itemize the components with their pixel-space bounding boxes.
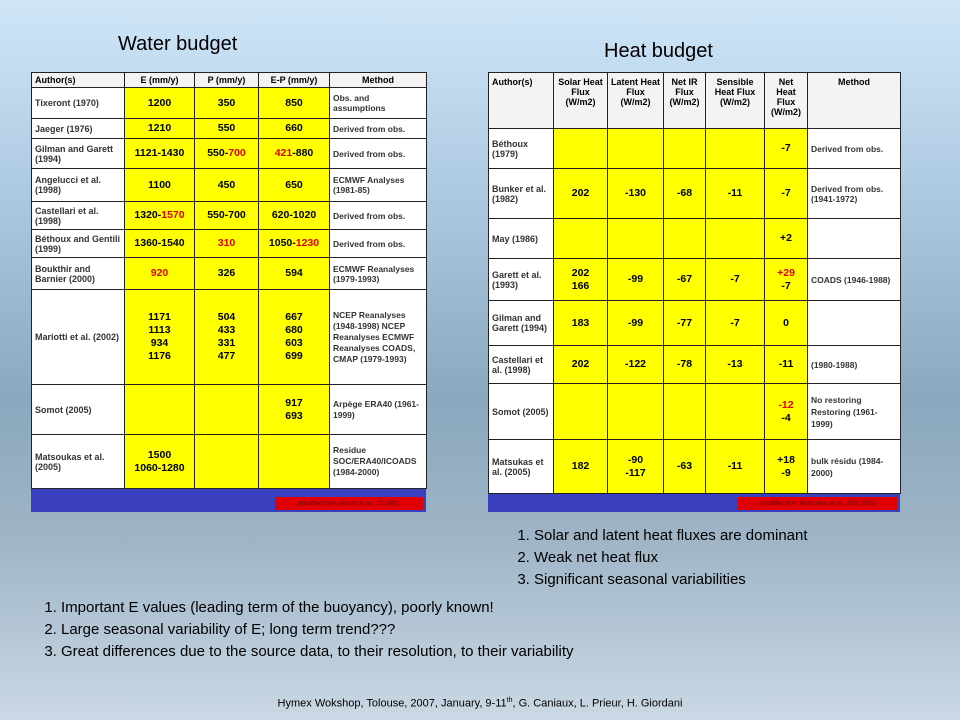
water-ep-value: 680	[285, 324, 303, 336]
heat-sensible: -7	[706, 301, 765, 346]
heat-author: Castellari et al. (1998)	[489, 346, 554, 384]
heat-latent: -122	[608, 346, 664, 384]
heat-latent	[608, 129, 664, 169]
water-method: Derived from obs.	[330, 202, 427, 230]
heat-net	[765, 440, 808, 494]
heat-latent-value: -117	[625, 466, 646, 479]
water-p-range-end: 700	[228, 147, 246, 159]
water-e-value: 1171	[148, 311, 171, 323]
list-item: 3. Great differences due to the source data, to their resolution, to their variability	[61, 641, 574, 663]
heat-solar: 182	[554, 440, 608, 494]
heat-solar	[554, 129, 608, 169]
footer-text-end: , G. Caniaux, L. Prieur, H. Giordani	[512, 697, 683, 710]
heat-author: Béthoux (1979)	[489, 129, 554, 169]
heat-net: 0	[765, 301, 808, 346]
heat-solar	[554, 259, 608, 301]
heat-ir: -68	[664, 169, 706, 219]
heat-solar-value: 166	[571, 279, 590, 292]
water-e-range-end: 1570	[161, 209, 185, 221]
water-e	[125, 290, 195, 385]
water-header-author: Author(s)	[32, 73, 125, 88]
water-e: 1360-1540	[125, 230, 195, 258]
list-item: 1. Solar and latent heat fluxes are dominant	[534, 525, 808, 547]
water-p: 350	[195, 88, 259, 119]
footer-text: Hymex Wokshop, Tolouse, 2007, January, 9-11	[277, 697, 507, 710]
water-budget-table	[31, 72, 427, 489]
water-e-value: 1500	[147, 448, 172, 461]
heat-method: No restoring Restoring (1961-1999)	[808, 384, 901, 440]
heat-budget-table	[488, 72, 901, 494]
heat-ir	[664, 384, 706, 440]
water-author: Jaeger (1976)	[32, 119, 125, 139]
heat-header-sensible: Sensible Heat Flux (W/m2)	[706, 73, 765, 129]
water-e: 1121-1430	[125, 139, 195, 169]
water-header-e: E (mm/y)	[125, 73, 195, 88]
water-ep-value: 667	[285, 311, 303, 323]
heat-latent: -130	[608, 169, 664, 219]
heat-net-value: +29	[777, 266, 795, 279]
heat-net: +2	[765, 219, 808, 259]
heat-net-value: -4	[781, 411, 791, 424]
heat-sensible: -7	[706, 259, 765, 301]
water-p	[195, 385, 259, 435]
water-author: Castellari et al. (1998)	[32, 202, 125, 230]
water-method: Derived from obs.	[330, 139, 427, 169]
water-author: Angelucci et al. (1998)	[32, 169, 125, 202]
heat-header-method: Method	[808, 73, 901, 129]
water-method: ECMWF Analyses (1981-85)	[330, 169, 427, 202]
water-e-range-start: 1320-	[134, 209, 162, 221]
heat-budget-table-frame	[488, 72, 900, 512]
water-p	[195, 290, 259, 385]
heat-latent	[608, 384, 664, 440]
heat-method: COADS (1946-1988)	[808, 259, 901, 301]
water-header-ep: E-P (mm/y)	[259, 73, 330, 88]
heat-net-value: -9	[781, 466, 791, 479]
heat-method	[808, 301, 901, 346]
water-ep-value: 917	[285, 396, 303, 409]
water-p-value: 477	[217, 350, 236, 362]
water-p	[195, 435, 259, 489]
heat-header-ir: Net IR Flux (W/m2)	[664, 73, 706, 129]
water-p-range-start: 550-	[207, 147, 229, 159]
footer-superscript: th	[506, 697, 513, 704]
heat-method: bulk résidu (1984-2000)	[808, 440, 901, 494]
water-ep-range-end: -880	[292, 147, 314, 159]
heat-budget-title: Heat budget	[604, 40, 713, 62]
list-item: 3. Significant seasonal variabilities	[534, 569, 808, 591]
water-p: 310	[195, 230, 259, 258]
heat-header-net: Net Heat Flux (W/m2)	[765, 73, 808, 129]
heat-ir	[664, 129, 706, 169]
water-ep-range-start: 421	[274, 147, 293, 159]
water-p-value: 433	[217, 324, 236, 336]
heat-method: Derived from obs. (1941-1972)	[808, 169, 901, 219]
heat-ir: -77	[664, 301, 706, 346]
water-method: Derived from obs.	[330, 119, 427, 139]
water-ep-value: 699	[285, 350, 303, 362]
heat-solar: 202	[554, 346, 608, 384]
water-e	[125, 435, 195, 489]
heat-net	[765, 384, 808, 440]
water-author: Mariotti et al. (2002)	[32, 290, 125, 385]
heat-solar	[554, 384, 608, 440]
water-ep: 620-1020	[259, 202, 330, 230]
water-e-value: 1176	[148, 350, 171, 362]
water-ep	[259, 139, 330, 169]
list-item: 2. Weak net heat flux	[534, 547, 808, 569]
heat-sensible: -11	[706, 440, 765, 494]
water-author: Boukthir and Barnier (2000)	[32, 258, 125, 290]
water-e: 1200	[125, 88, 195, 119]
water-ep: 660	[259, 119, 330, 139]
water-e: 1100	[125, 169, 195, 202]
heat-net-value: -12	[778, 398, 794, 411]
water-method: Arpège ERA40 (1961-1999)	[330, 385, 427, 435]
water-ep-range-start: 1050-	[268, 237, 296, 249]
heat-points-list	[500, 525, 808, 591]
heat-author: May (1986)	[489, 219, 554, 259]
heat-header-author: Author(s)	[489, 73, 554, 129]
water-ep: 594	[259, 258, 330, 290]
heat-ir: -78	[664, 346, 706, 384]
water-e	[125, 202, 195, 230]
heat-solar: 202	[554, 169, 608, 219]
water-p-value: 331	[217, 337, 236, 349]
water-e: 1210	[125, 119, 195, 139]
heat-latent	[608, 440, 664, 494]
heat-author: Bunker et al. (1982)	[489, 169, 554, 219]
list-item: 2. Large seasonal variability of E; long term trend???	[61, 619, 574, 641]
heat-method: Derived from obs.	[808, 129, 901, 169]
heat-sensible: -13	[706, 346, 765, 384]
heat-net: -11	[765, 346, 808, 384]
water-source-note: (modified from Mariotti et al., JC 2002)	[275, 497, 423, 510]
water-p: 450	[195, 169, 259, 202]
water-header-method: Method	[330, 73, 427, 88]
water-header-p: P (mm/y)	[195, 73, 259, 88]
water-ep	[259, 230, 330, 258]
heat-method	[808, 219, 901, 259]
water-ep	[259, 385, 330, 435]
water-method: NCEP Reanalyses (1948-1998) NCEP Reanalyses ECMWF Reanalyses COADS, CMAP (1979-1993)	[330, 290, 427, 385]
water-e-value: 1060-1280	[134, 461, 185, 474]
water-p: 326	[195, 258, 259, 290]
water-author: Gilman and Garett (1994)	[32, 139, 125, 169]
heat-solar-value: 202	[571, 266, 590, 279]
heat-net	[765, 259, 808, 301]
water-ep	[259, 435, 330, 489]
heat-latent: -99	[608, 259, 664, 301]
heat-header-latent: Latent Heat Flux (W/m2)	[608, 73, 664, 129]
heat-header-solar: Solar Heat Flux (W/m2)	[554, 73, 608, 129]
heat-sensible: -11	[706, 169, 765, 219]
footer-credits	[0, 697, 960, 710]
water-budget-title: Water budget	[118, 33, 238, 55]
heat-ir: -63	[664, 440, 706, 494]
water-method: Residue SOC/ERA40/ICOADS (1984-2000)	[330, 435, 427, 489]
heat-ir: -67	[664, 259, 706, 301]
heat-source-note: (modified from Matsoukas et al., JGR 2005)	[738, 497, 897, 510]
water-e-value: 934	[150, 337, 169, 349]
water-author: Tixeront (1970)	[32, 88, 125, 119]
water-ep-range-end: 1230	[295, 237, 320, 249]
water-ep-value: 603	[285, 337, 303, 349]
water-method: Derived from obs.	[330, 230, 427, 258]
water-ep	[259, 290, 330, 385]
heat-author: Matsukas et al. (2005)	[489, 440, 554, 494]
water-p-value: 504	[217, 311, 236, 323]
heat-sensible	[706, 129, 765, 169]
water-method: Obs. and assumptions	[330, 88, 427, 119]
heat-ir	[664, 219, 706, 259]
heat-net: -7	[765, 129, 808, 169]
heat-net-value: -7	[781, 279, 791, 292]
heat-solar: 183	[554, 301, 608, 346]
water-author: Somot (2005)	[32, 385, 125, 435]
heat-latent: -99	[608, 301, 664, 346]
water-p: 550-700	[195, 202, 259, 230]
heat-net-value: +18	[777, 453, 795, 466]
water-points-list	[27, 597, 574, 663]
list-item: 1. Important E values (leading term of the buoyancy), poorly known!	[61, 597, 574, 619]
heat-sensible	[706, 219, 765, 259]
water-method: ECMWF Reanalyses (1979-1993)	[330, 258, 427, 290]
water-author: Béthoux and Gentili (1999)	[32, 230, 125, 258]
water-ep: 850	[259, 88, 330, 119]
water-ep: 650	[259, 169, 330, 202]
heat-latent-value: -90	[627, 453, 644, 466]
water-author: Matsoukas et al. (2005)	[32, 435, 125, 489]
heat-method: (1980-1988)	[808, 346, 901, 384]
heat-author: Garett et al. (1993)	[489, 259, 554, 301]
heat-solar	[554, 219, 608, 259]
water-e-value: 1113	[148, 324, 171, 336]
water-e	[125, 385, 195, 435]
heat-latent	[608, 219, 664, 259]
heat-sensible	[706, 384, 765, 440]
heat-net: -7	[765, 169, 808, 219]
water-p	[195, 139, 259, 169]
heat-author: Somot (2005)	[489, 384, 554, 440]
water-ep-value: 693	[285, 409, 303, 422]
water-p: 550	[195, 119, 259, 139]
water-budget-table-frame	[31, 72, 426, 512]
water-e: 920	[125, 258, 195, 290]
heat-author: Gilman and Garett (1994)	[489, 301, 554, 346]
